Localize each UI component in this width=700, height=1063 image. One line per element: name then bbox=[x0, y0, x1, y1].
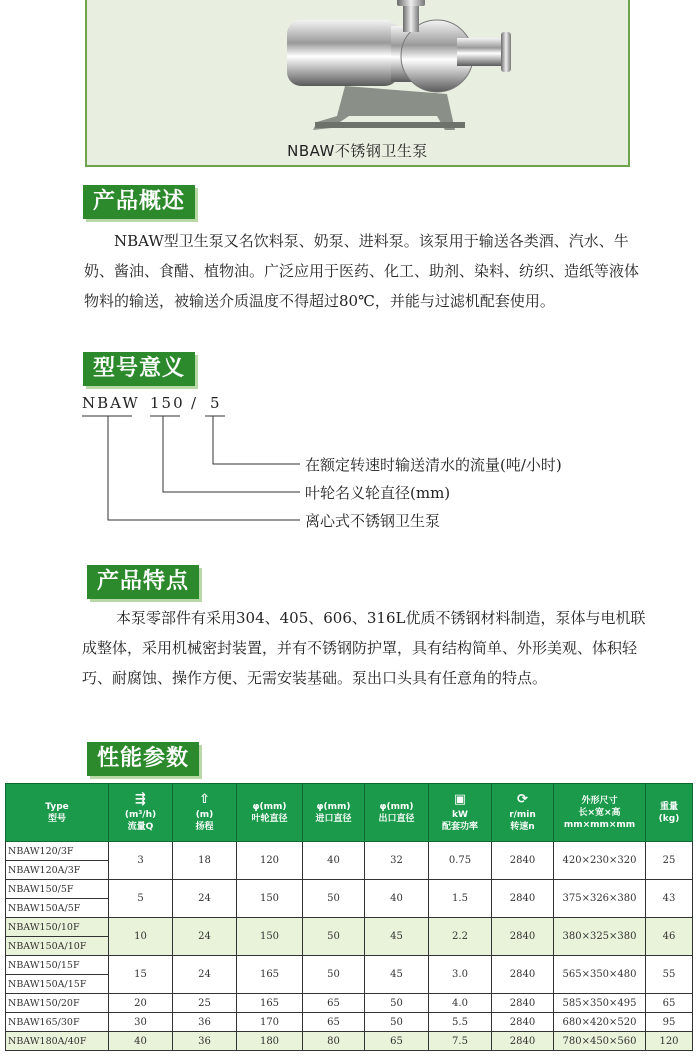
value-cell: 46 bbox=[646, 918, 693, 956]
value-cell: 5.5 bbox=[429, 1013, 492, 1032]
value-cell: 25 bbox=[173, 994, 237, 1013]
header-dim-unit: mm×mm×mm bbox=[563, 819, 636, 830]
value-cell: 420×230×320 bbox=[554, 842, 646, 880]
table-row bbox=[6, 956, 693, 975]
model-code-diagram bbox=[0, 390, 700, 540]
value-cell: 2840 bbox=[492, 994, 554, 1013]
header-outlet-unit: φ(mm) bbox=[379, 801, 414, 812]
value-cell: 3 bbox=[109, 842, 173, 880]
value-cell: 95 bbox=[646, 1013, 693, 1032]
model-cell: NBAW150/10F bbox=[6, 918, 109, 937]
model-code-slash: / bbox=[191, 394, 199, 412]
table-row bbox=[6, 994, 693, 1013]
value-cell: 380×325×380 bbox=[554, 918, 646, 956]
value-cell: 30 bbox=[109, 1013, 173, 1032]
value-cell: 10 bbox=[109, 918, 173, 956]
value-cell: 45 bbox=[365, 918, 429, 956]
value-cell: 50 bbox=[303, 880, 365, 918]
value-cell: 120 bbox=[646, 1032, 693, 1051]
model-cell: NBAW180A/40F bbox=[6, 1032, 109, 1051]
value-cell: 20 bbox=[109, 994, 173, 1013]
model-cell: NBAW150/20F bbox=[6, 994, 109, 1013]
header-impeller bbox=[237, 784, 303, 842]
value-cell: 25 bbox=[646, 842, 693, 880]
speed-icon: ⟳ bbox=[517, 791, 528, 807]
table-header-row bbox=[6, 784, 693, 842]
table-row bbox=[6, 1013, 693, 1032]
features-paragraph bbox=[82, 603, 647, 693]
value-cell: 32 bbox=[365, 842, 429, 880]
header-speed-label: 转速n bbox=[510, 821, 535, 832]
value-cell: 65 bbox=[365, 1032, 429, 1051]
performance-heading: 性能参数 bbox=[87, 742, 199, 776]
value-cell: 5 bbox=[109, 880, 173, 918]
value-cell: 180 bbox=[237, 1032, 303, 1051]
header-head-unit: (m) bbox=[195, 809, 214, 820]
value-cell: 65 bbox=[303, 1013, 365, 1032]
header-dimensions bbox=[554, 784, 646, 842]
header-weight-unit: (kg) bbox=[658, 813, 680, 824]
header-speed bbox=[492, 784, 554, 842]
value-cell: 780×450×560 bbox=[554, 1032, 646, 1051]
value-cell: 150 bbox=[237, 918, 303, 956]
pump-image bbox=[287, 0, 527, 138]
value-cell: 15 bbox=[109, 956, 173, 994]
value-cell: 2840 bbox=[492, 918, 554, 956]
overview-heading: 产品概述 bbox=[83, 185, 195, 219]
value-cell: 65 bbox=[646, 994, 693, 1013]
header-type-en: Type bbox=[45, 801, 69, 812]
model-heading: 型号意义 bbox=[83, 352, 195, 386]
value-cell: 0.75 bbox=[429, 842, 492, 880]
header-head bbox=[173, 784, 237, 842]
value-cell: 565×350×480 bbox=[554, 956, 646, 994]
value-cell: 50 bbox=[303, 918, 365, 956]
header-dim-label: 长×宽×高 bbox=[578, 807, 621, 818]
header-head-label: 扬程 bbox=[195, 821, 214, 832]
table-row bbox=[6, 842, 693, 861]
model-cell: NBAW165/30F bbox=[6, 1013, 109, 1032]
value-cell: 24 bbox=[173, 918, 237, 956]
table-row bbox=[6, 918, 693, 937]
value-cell: 165 bbox=[237, 956, 303, 994]
value-cell: 50 bbox=[365, 1013, 429, 1032]
model-cell: NBAW150A/15F bbox=[6, 975, 109, 994]
header-inlet-unit: φ(mm) bbox=[316, 801, 351, 812]
model-code-flow: 5 bbox=[210, 394, 222, 412]
model-code-series: NBAW bbox=[82, 394, 140, 412]
header-inlet-label: 进口直径 bbox=[315, 813, 352, 824]
header-weight-label: 重量 bbox=[659, 801, 678, 812]
header-flow-label: 流量Q bbox=[127, 821, 154, 832]
value-cell: 2840 bbox=[492, 956, 554, 994]
header-impeller-unit: φ(mm) bbox=[252, 801, 287, 812]
value-cell: 2840 bbox=[492, 842, 554, 880]
header-power-label: 配套功率 bbox=[441, 821, 478, 832]
model-meaning-type: 离心式不锈钢卫生泵 bbox=[305, 512, 441, 530]
header-flow-unit: (m³/h) bbox=[124, 809, 157, 820]
model-cell: NBAW120/3F bbox=[6, 842, 109, 861]
overview-paragraph bbox=[84, 226, 644, 316]
value-cell: 40 bbox=[303, 842, 365, 880]
value-cell: 80 bbox=[303, 1032, 365, 1051]
header-weight bbox=[646, 784, 693, 842]
motor-icon: ▣ bbox=[453, 791, 467, 807]
header-speed-unit: r/min bbox=[509, 809, 536, 820]
header-impeller-label: 叶轮直径 bbox=[251, 813, 288, 824]
head-icon: ⇧ bbox=[199, 791, 210, 807]
value-cell: 50 bbox=[303, 956, 365, 994]
flow-icon: ⇶ bbox=[135, 791, 146, 807]
header-power bbox=[429, 784, 492, 842]
model-code-diameter: 150 bbox=[150, 394, 185, 412]
header-inlet bbox=[303, 784, 365, 842]
table-row bbox=[6, 1032, 693, 1051]
value-cell: 45 bbox=[365, 956, 429, 994]
header-outlet-label: 出口直径 bbox=[378, 813, 415, 824]
value-cell: 680×420×520 bbox=[554, 1013, 646, 1032]
value-cell: 65 bbox=[303, 994, 365, 1013]
model-cell: NBAW150A/5F bbox=[6, 899, 109, 918]
features-heading: 产品特点 bbox=[87, 565, 199, 599]
value-cell: 120 bbox=[237, 842, 303, 880]
value-cell: 2.2 bbox=[429, 918, 492, 956]
product-photo-panel bbox=[85, 0, 630, 167]
value-cell: 40 bbox=[365, 880, 429, 918]
value-cell: 1.5 bbox=[429, 880, 492, 918]
value-cell: 150 bbox=[237, 880, 303, 918]
header-type bbox=[6, 784, 109, 842]
model-cell: NBAW120A/3F bbox=[6, 861, 109, 880]
value-cell: 2840 bbox=[492, 880, 554, 918]
performance-table bbox=[5, 783, 693, 1051]
overview-text: NBAW型卫生泵又名饮料泵、奶泵、进料泵。该泵用于输送各类酒、汽水、牛奶、酱油、食醋、植物油。广泛应用于医药、化工、助剂、染料、纺织、造纸等液体物料的输送，被输送介质温度不得超过80℃，并能与过滤机配套使用。 bbox=[84, 232, 640, 310]
value-cell: 165 bbox=[237, 994, 303, 1013]
header-power-unit: kW bbox=[452, 809, 468, 820]
value-cell: 24 bbox=[173, 880, 237, 918]
value-cell: 40 bbox=[109, 1032, 173, 1051]
product-caption: NBAW不锈钢卫生泵 bbox=[287, 142, 428, 160]
model-cell: NBAW150/5F bbox=[6, 880, 109, 899]
value-cell: 375×326×380 bbox=[554, 880, 646, 918]
value-cell: 2840 bbox=[492, 1032, 554, 1051]
value-cell: 24 bbox=[173, 956, 237, 994]
header-flow bbox=[109, 784, 173, 842]
features-text: 本泵零部件有采用304、405、606、316L优质不锈钢材料制造，泵体与电机联成整体，采用机械密封装置，并有不锈钢防护罩，具有结构简单、外形美观、体积轻巧、耐腐蚀、操作方便、无需安装基础。泵出口头具有任意角的特点。 bbox=[82, 609, 646, 687]
value-cell: 36 bbox=[173, 1032, 237, 1051]
header-dim-title: 外形尺寸 bbox=[581, 795, 618, 806]
value-cell: 43 bbox=[646, 880, 693, 918]
value-cell: 585×350×495 bbox=[554, 994, 646, 1013]
value-cell: 170 bbox=[237, 1013, 303, 1032]
value-cell: 50 bbox=[365, 994, 429, 1013]
model-meaning-flow: 在额定转速时输送清水的流量(吨/小时) bbox=[305, 456, 562, 474]
value-cell: 18 bbox=[173, 842, 237, 880]
model-cell: NBAW150/15F bbox=[6, 956, 109, 975]
value-cell: 7.5 bbox=[429, 1032, 492, 1051]
table-row bbox=[6, 880, 693, 899]
value-cell: 2840 bbox=[492, 1013, 554, 1032]
header-outlet bbox=[365, 784, 429, 842]
model-cell: NBAW150A/10F bbox=[6, 937, 109, 956]
value-cell: 3.0 bbox=[429, 956, 492, 994]
header-type-cn: 型号 bbox=[47, 813, 66, 824]
value-cell: 36 bbox=[173, 1013, 237, 1032]
value-cell: 4.0 bbox=[429, 994, 492, 1013]
value-cell: 55 bbox=[646, 956, 693, 994]
model-meaning-diameter: 叶轮名义轮直径(mm) bbox=[305, 484, 451, 502]
